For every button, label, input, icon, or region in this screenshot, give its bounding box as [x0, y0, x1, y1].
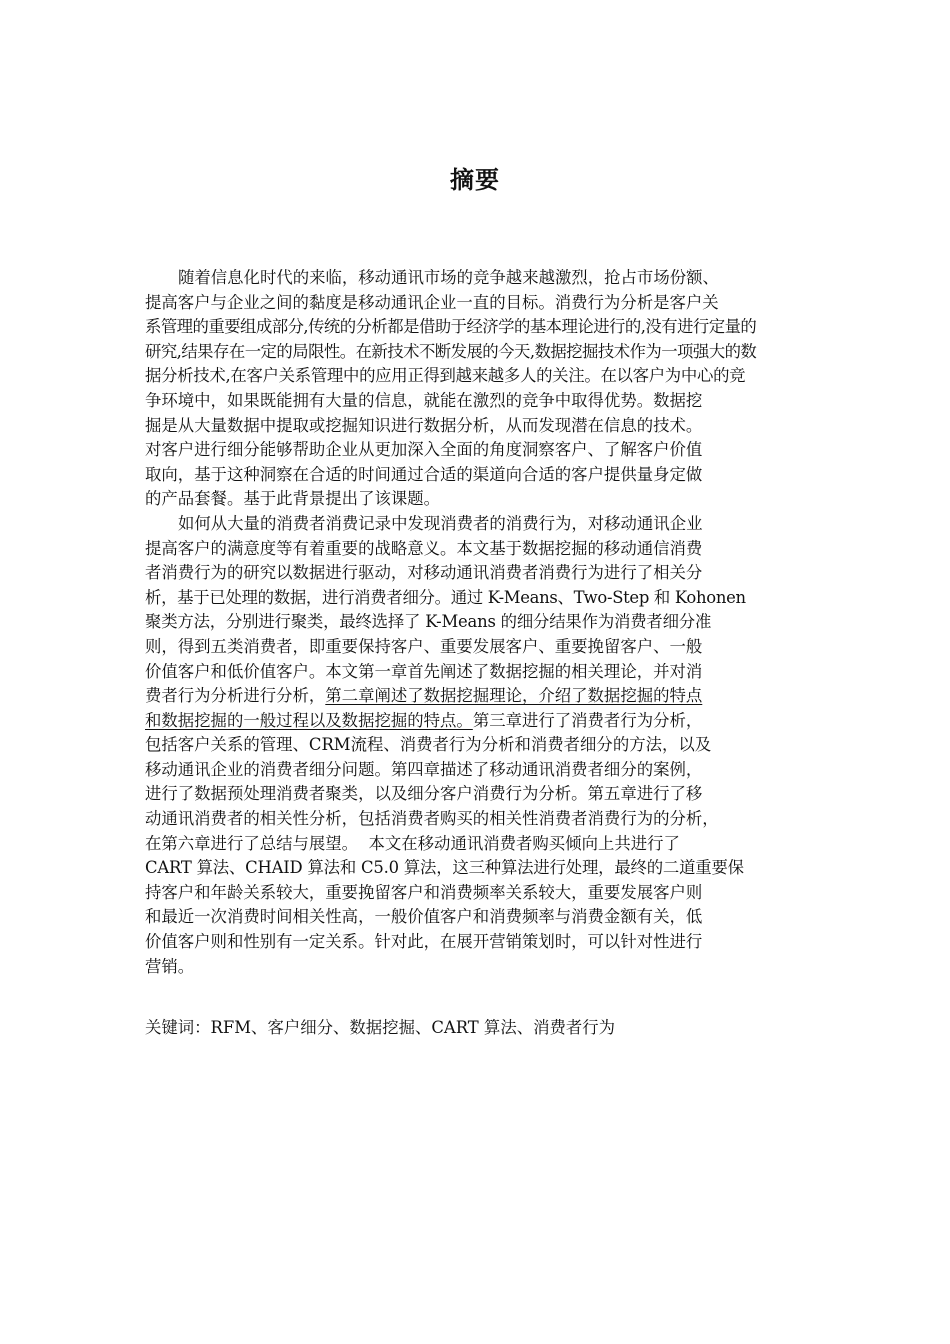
- paragraph-2-line: 聚类方法，分别进行聚类，最终选择了 K-Means 的细分结果作为消费者细分准: [145, 612, 712, 632]
- paragraph-2-line: 营销。: [145, 956, 195, 976]
- paragraph-2-line: 则，得到五类消费者，即重要保持客户、重要发展客户、重要挽留客户、一般: [145, 636, 703, 656]
- paragraph-2-line: 动通讯消费者的相关性分析，包括消费者购买的相关性消费者消费行为的分析，: [145, 809, 719, 829]
- paragraph-1-line: 系管理的重要组成部分,传统的分析都是借助于经济学的基本理论进行的,没有进行定量的: [145, 317, 757, 337]
- paragraph-2-line: 价值客户和低价值客户。本文第一章首先阐述了数据挖掘的相关理论，并对消: [145, 661, 703, 681]
- paragraph-2-line: 进行了数据预处理消费者聚类，以及细分客户消费行为分析。第五章进行了移: [145, 784, 703, 804]
- paragraph-1-line: 随着信息化时代的来临，移动通讯市场的竞争越来越激烈，抢占市场份额、: [178, 268, 719, 287]
- paragraph-1-line: 据分析技术,在客户关系管理中的应用正得到越来越多人的关注。在以客户为中心的竞: [145, 366, 746, 386]
- paragraph-2-line: 持客户和年龄关系较大，重要挽留客户和消费频率关系较大，重要发展客户则: [145, 882, 703, 902]
- paragraph-1-line: 掘是从大量数据中提取或挖掘知识进行数据分析，从而发现潜在信息的技术。: [145, 415, 703, 435]
- paragraph-1-line: 取向，基于这种洞察在合适的时间通过合适的渠道向合适的客户提供量身定做: [145, 464, 703, 484]
- paragraph-2-line: [145, 684, 805, 709]
- paragraph-1-line: 提高客户与企业之间的黏度是移动通讯企业一直的目标。消费行为分析是客户关: [145, 292, 719, 312]
- underlined-text: 第二章阐述了数据挖掘理论，介绍了数据挖掘的特点: [325, 686, 703, 706]
- paragraph-2-line: 析，基于已处理的数据，进行消费者细分。通过 K-Means、Two-Step 和 Kohonen: [145, 587, 746, 607]
- paragraph-1-line: 研究,结果存在一定的局限性。在新技术不断发展的今天,数据挖掘技术作为一项强大的数: [145, 341, 757, 361]
- plain-text: 费者行为分析进行分析，: [145, 686, 326, 706]
- paragraph-2-line: 提高客户的满意度等有着重要的战略意义。本文基于数据挖掘的移动通信消费: [145, 538, 703, 558]
- paragraph-2-line: 价值客户则和性别有一定关系。针对此，在展开营销策划时，可以针对性进行: [145, 932, 703, 952]
- paragraph-2-line: [145, 709, 805, 734]
- paragraph-2-line: 和最近一次消费时间相关性高，一般价值客户和消费频率与消费金额有关，低: [145, 907, 703, 927]
- abstract-title: 摘要: [450, 166, 500, 194]
- paragraph-2-line: 在第六章进行了总结与展望。 本文在移动通讯消费者购买倾向上共进行了: [145, 833, 680, 853]
- paragraph-2-line: CART 算法、CHAID 算法和 C5.0 算法，这三种算法进行处理，最终的二道重要保: [145, 858, 744, 878]
- keywords-line: 关键词：RFM、客户细分、数据挖掘、CART 算法、消费者行为: [145, 1018, 616, 1037]
- paragraph-1-line: 对客户进行细分能够帮助企业从更加深入全面的角度洞察客户、了解客户价值: [145, 440, 703, 460]
- paragraph-2-line: 移动通讯企业的消费者细分问题。第四章描述了移动通讯消费者细分的案例，: [145, 759, 703, 779]
- underlined-text: 和数据挖掘的一般过程以及数据挖掘的特点。: [145, 710, 473, 730]
- plain-text: 第三章进行了消费者行为分析，: [472, 710, 703, 730]
- paragraph-2-line: 如何从大量的消费者消费记录中发现消费者的消费行为，对移动通讯企业: [178, 513, 703, 533]
- paragraph-2-line: 者消费行为的研究以数据进行驱动，对移动通讯消费者消费行为进行了相关分: [145, 563, 703, 583]
- paragraph-2-line: 包括客户关系的管理、CRM流程、消费者行为分析和消费者细分的方法，以及: [145, 735, 712, 755]
- paragraph-1-line: 争环境中，如果既能拥有大量的信息，就能在激烈的竞争中取得优势。数据挖: [145, 390, 703, 410]
- paragraph-1-line: 的产品套餐。基于此背景提出了该课题。: [145, 489, 441, 509]
- abstract-body: [145, 266, 805, 979]
